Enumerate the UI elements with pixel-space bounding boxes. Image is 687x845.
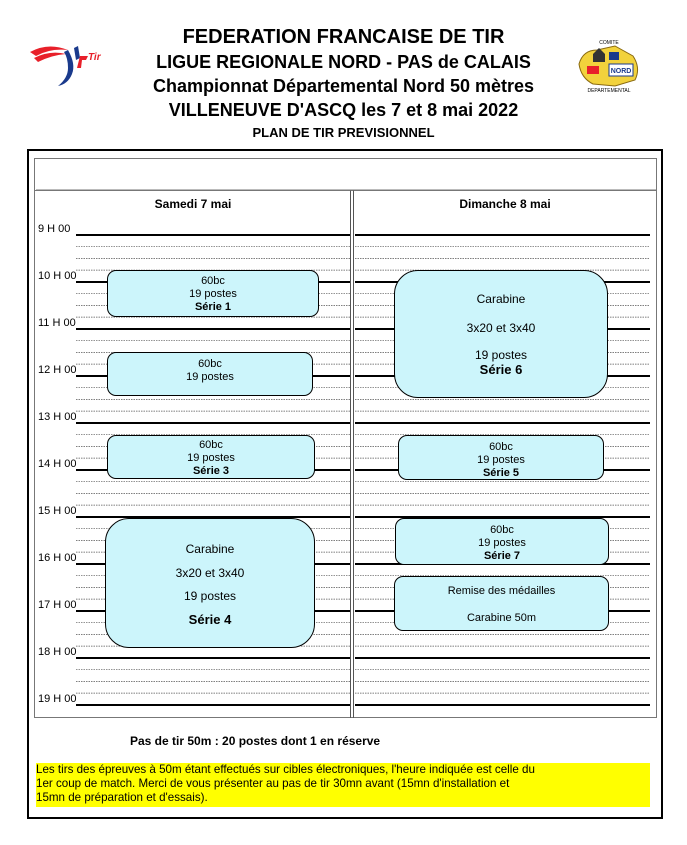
time-label: 12 H 00: [38, 364, 77, 376]
session-serie-7-event: 60bc: [490, 524, 514, 536]
session-serie-2: [107, 352, 313, 396]
session-serie-5-event: 60bc: [489, 441, 513, 453]
session-serie-5-posts: 19 postes: [477, 454, 525, 466]
session-serie-1: [107, 270, 319, 317]
fftir-logo-text: Tir: [88, 52, 101, 63]
time-label: 17 H 00: [38, 599, 77, 611]
time-label: 14 H 00: [38, 458, 77, 470]
session-serie-4: [105, 518, 315, 648]
note-line-2: 1er coup de match. Merci de vous présenter au pas de tir 30mn avant (15mn d'installation et: [36, 777, 510, 790]
comite-nord-logo-mid: NORD: [610, 68, 632, 75]
session-serie-5-label: Série 5: [482, 467, 520, 479]
venue-dates: VILLENEUVE D'ASCQ les 7 et 8 mai 2022: [168, 100, 519, 120]
session-serie-2-posts: 19 postes: [186, 371, 234, 383]
session-serie-3-event: 60bc: [199, 439, 223, 451]
session-serie-3-label: Série 3: [192, 465, 230, 477]
note-line-3: 15mn de préparation et d'essais).: [36, 791, 208, 804]
session-serie-4-posts: 19 postes: [183, 589, 237, 603]
time-label: 11 H 00: [38, 317, 76, 329]
time-label: 18 H 00: [38, 646, 77, 658]
time-label: 13 H 00: [38, 411, 77, 423]
comite-nord-logo-bottom: DEPARTEMENTAL: [587, 88, 631, 94]
session-serie-6-discipline: Carabine: [476, 292, 526, 306]
session-serie-7-label: Série 7: [483, 550, 521, 562]
time-label: 19 H 00: [38, 693, 77, 705]
championship-title: Championnat Départemental Nord 50 mètres: [152, 76, 535, 96]
federation-title: FEDERATION FRANCAISE DE TIR: [182, 26, 505, 48]
session-serie-4-label: Série 4: [188, 612, 232, 627]
session-medal-ceremony: [394, 576, 609, 631]
session-serie-3-posts: 19 postes: [187, 452, 235, 464]
electronic-targets-note: [36, 763, 650, 807]
session-serie-2-event: 60bc: [198, 358, 222, 370]
plan-subtitle: PLAN DE TIR PREVISIONNEL: [252, 125, 435, 140]
session-serie-6: [394, 270, 608, 398]
medal-ceremony-event: Carabine 50m: [466, 612, 537, 624]
league-title: LIGUE REGIONALE NORD - PAS de CALAIS: [156, 52, 531, 72]
day-header-saturday: Samedi 7 mai: [154, 197, 232, 211]
session-serie-1-event: 60bc: [201, 275, 225, 287]
session-serie-6-posts: 19 postes: [474, 348, 528, 362]
range-info: Pas de tir 50m : 20 postes dont 1 en réserve: [130, 734, 381, 748]
comite-nord-logo-top: COMITE: [599, 40, 619, 46]
session-serie-4-discipline: Carabine: [185, 542, 235, 556]
session-serie-6-event: 3x20 et 3x40: [466, 321, 536, 335]
note-line-1: Les tirs des épreuves à 50m étant effectués sur cibles électroniques, l'heure indiquée est celle du: [36, 763, 535, 776]
session-serie-1-posts: 19 postes: [189, 288, 237, 300]
session-serie-1-label: Série 1: [194, 301, 232, 313]
session-serie-5: [398, 435, 604, 480]
session-serie-7: [395, 518, 609, 565]
time-label: 10 H 00: [38, 270, 77, 282]
time-label: 9 H 00: [38, 223, 71, 235]
time-label: 16 H 00: [38, 552, 77, 564]
time-label: 15 H 00: [38, 505, 77, 517]
medal-ceremony-title: Remise des médailles: [447, 585, 556, 597]
session-serie-4-event: 3x20 et 3x40: [175, 566, 245, 580]
day-header-sunday: Dimanche 8 mai: [459, 197, 551, 211]
session-serie-3: [107, 435, 315, 479]
session-serie-7-posts: 19 postes: [478, 537, 526, 549]
session-serie-6-label: Série 6: [479, 362, 523, 377]
